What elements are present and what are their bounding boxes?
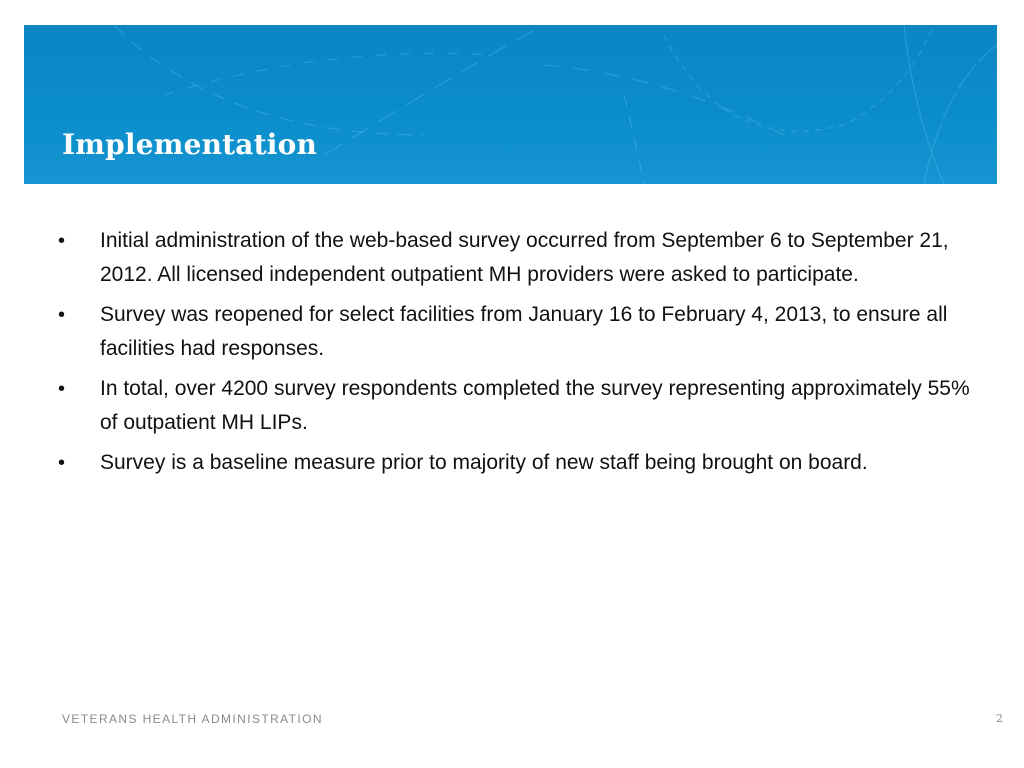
- bullet-list: [58, 224, 978, 480]
- bullet-text: Survey was reopened for select facilities from January 16 to February 4, 2013, to ensure all facilities had responses.: [100, 303, 948, 360]
- bullet-icon: •: [58, 452, 66, 474]
- bullet-text: Survey is a baseline measure prior to majority of new staff being brought on board.: [100, 451, 868, 474]
- slide-title: Implementation: [62, 128, 318, 161]
- bullet-text: In total, over 4200 survey respondents completed the survey representing approximately 55% of outpatient MH LIPs.: [100, 377, 970, 434]
- bullet-text: Initial administration of the web-based survey occurred from September 6 to September 21, 2012. All licensed independent outpatient MH providers were asked to participate.: [100, 229, 949, 286]
- bullet-icon: •: [58, 304, 66, 326]
- title-banner: [24, 25, 997, 184]
- bullet-icon: •: [58, 230, 66, 252]
- footer-organization: VETERANS HEALTH ADMINISTRATION: [62, 712, 323, 726]
- bullet-icon: •: [58, 378, 66, 400]
- page-number: 2: [996, 712, 1003, 725]
- bullet-item: [58, 298, 978, 366]
- slide-content: [58, 224, 978, 486]
- bullet-item: [58, 224, 978, 292]
- bullet-item: [58, 372, 978, 440]
- bullet-item: [58, 446, 978, 480]
